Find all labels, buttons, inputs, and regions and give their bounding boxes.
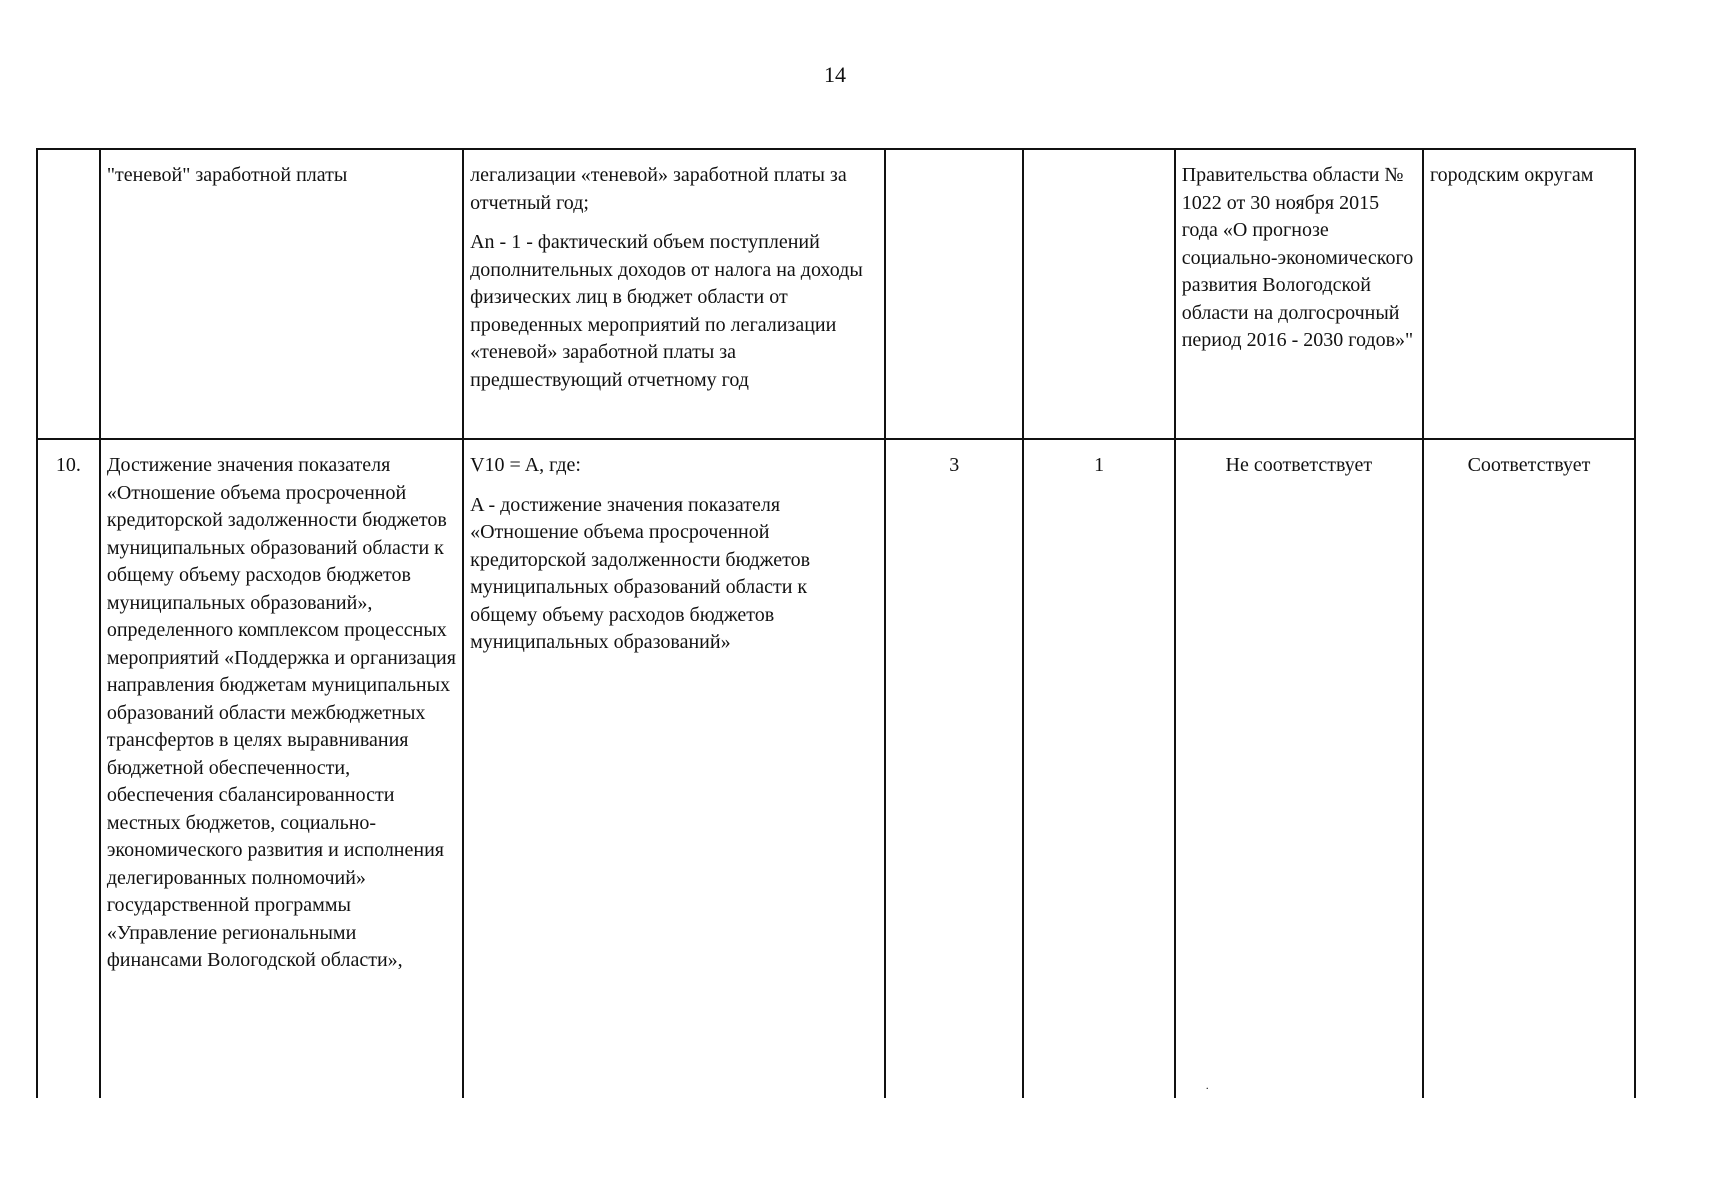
value-a-cell — [885, 149, 1023, 439]
formula-cell — [463, 439, 885, 1098]
formula-cell — [463, 149, 885, 439]
formula-paragraph: A - достижение значения показателя «Отношение объема просроченной кредиторской задолженности бюджетов муниципальных образований области к общему объему расходов бюджетов муниципальных образований» — [470, 493, 811, 653]
indicator-cell — [100, 149, 463, 439]
formula-paragraph: V10 = A, где: — [470, 454, 581, 476]
formula-paragraph: An - 1 - фактический объем поступлений дополнительных доходов от налога на доходы физических лиц в бюджет области от проведенных мероприятий по легализации «теневой» заработной платы за предшествующий отчетному год — [470, 231, 863, 391]
page-number: 14 — [824, 62, 846, 87]
value-b-cell: 1 — [1023, 439, 1174, 1098]
stray-mark: . — [1205, 1077, 1209, 1092]
indicator-cell — [100, 439, 463, 1098]
compliance-cell — [1423, 439, 1635, 1098]
compliance-text: городским округам — [1429, 164, 1594, 186]
row-number-cell — [37, 149, 100, 439]
criteria-table — [36, 148, 1636, 1098]
indicator-text: Достижение значения показателя «Отношение объема просроченной кредиторской задолженности бюджетов муниципальных образований области к общему объему расходов бюджетов муниципальных образований», определенного комплексом процессных мероприятий «Поддержка и организация направления бюджетам муниципальных образований области межбюджетных трансфертов в целях выравнивания бюджетной обеспеченности, обеспечения сбалансированности местных бюджетов, социально-экономического развития и исполнения делегированных полномочий» государственной программы «Управление региональными финансами Вологодской области», — [106, 454, 456, 971]
row-number-cell: 10. — [37, 439, 100, 1098]
indicator-text: "теневой" заработной платы — [106, 164, 348, 186]
compliance-cell — [1423, 149, 1635, 439]
source-cell — [1175, 439, 1423, 1098]
source-text: Правительства области № 1022 от 30 ноября 2015 года «О прогнозе социально-экономического развития Вологодской области на долгосрочный период 2016 - 2030 годов»" — [1181, 164, 1414, 351]
source-text: Не соответствует — [1225, 454, 1373, 476]
value-a-cell: 3 — [885, 439, 1023, 1098]
formula-paragraph: легализации «теневой» заработной платы за отчетный год; — [470, 164, 847, 214]
source-cell — [1175, 149, 1423, 439]
compliance-text: Соответствует — [1467, 454, 1591, 476]
table-row — [37, 149, 1635, 439]
value-b-cell — [1023, 149, 1174, 439]
table-row — [37, 439, 1635, 1098]
